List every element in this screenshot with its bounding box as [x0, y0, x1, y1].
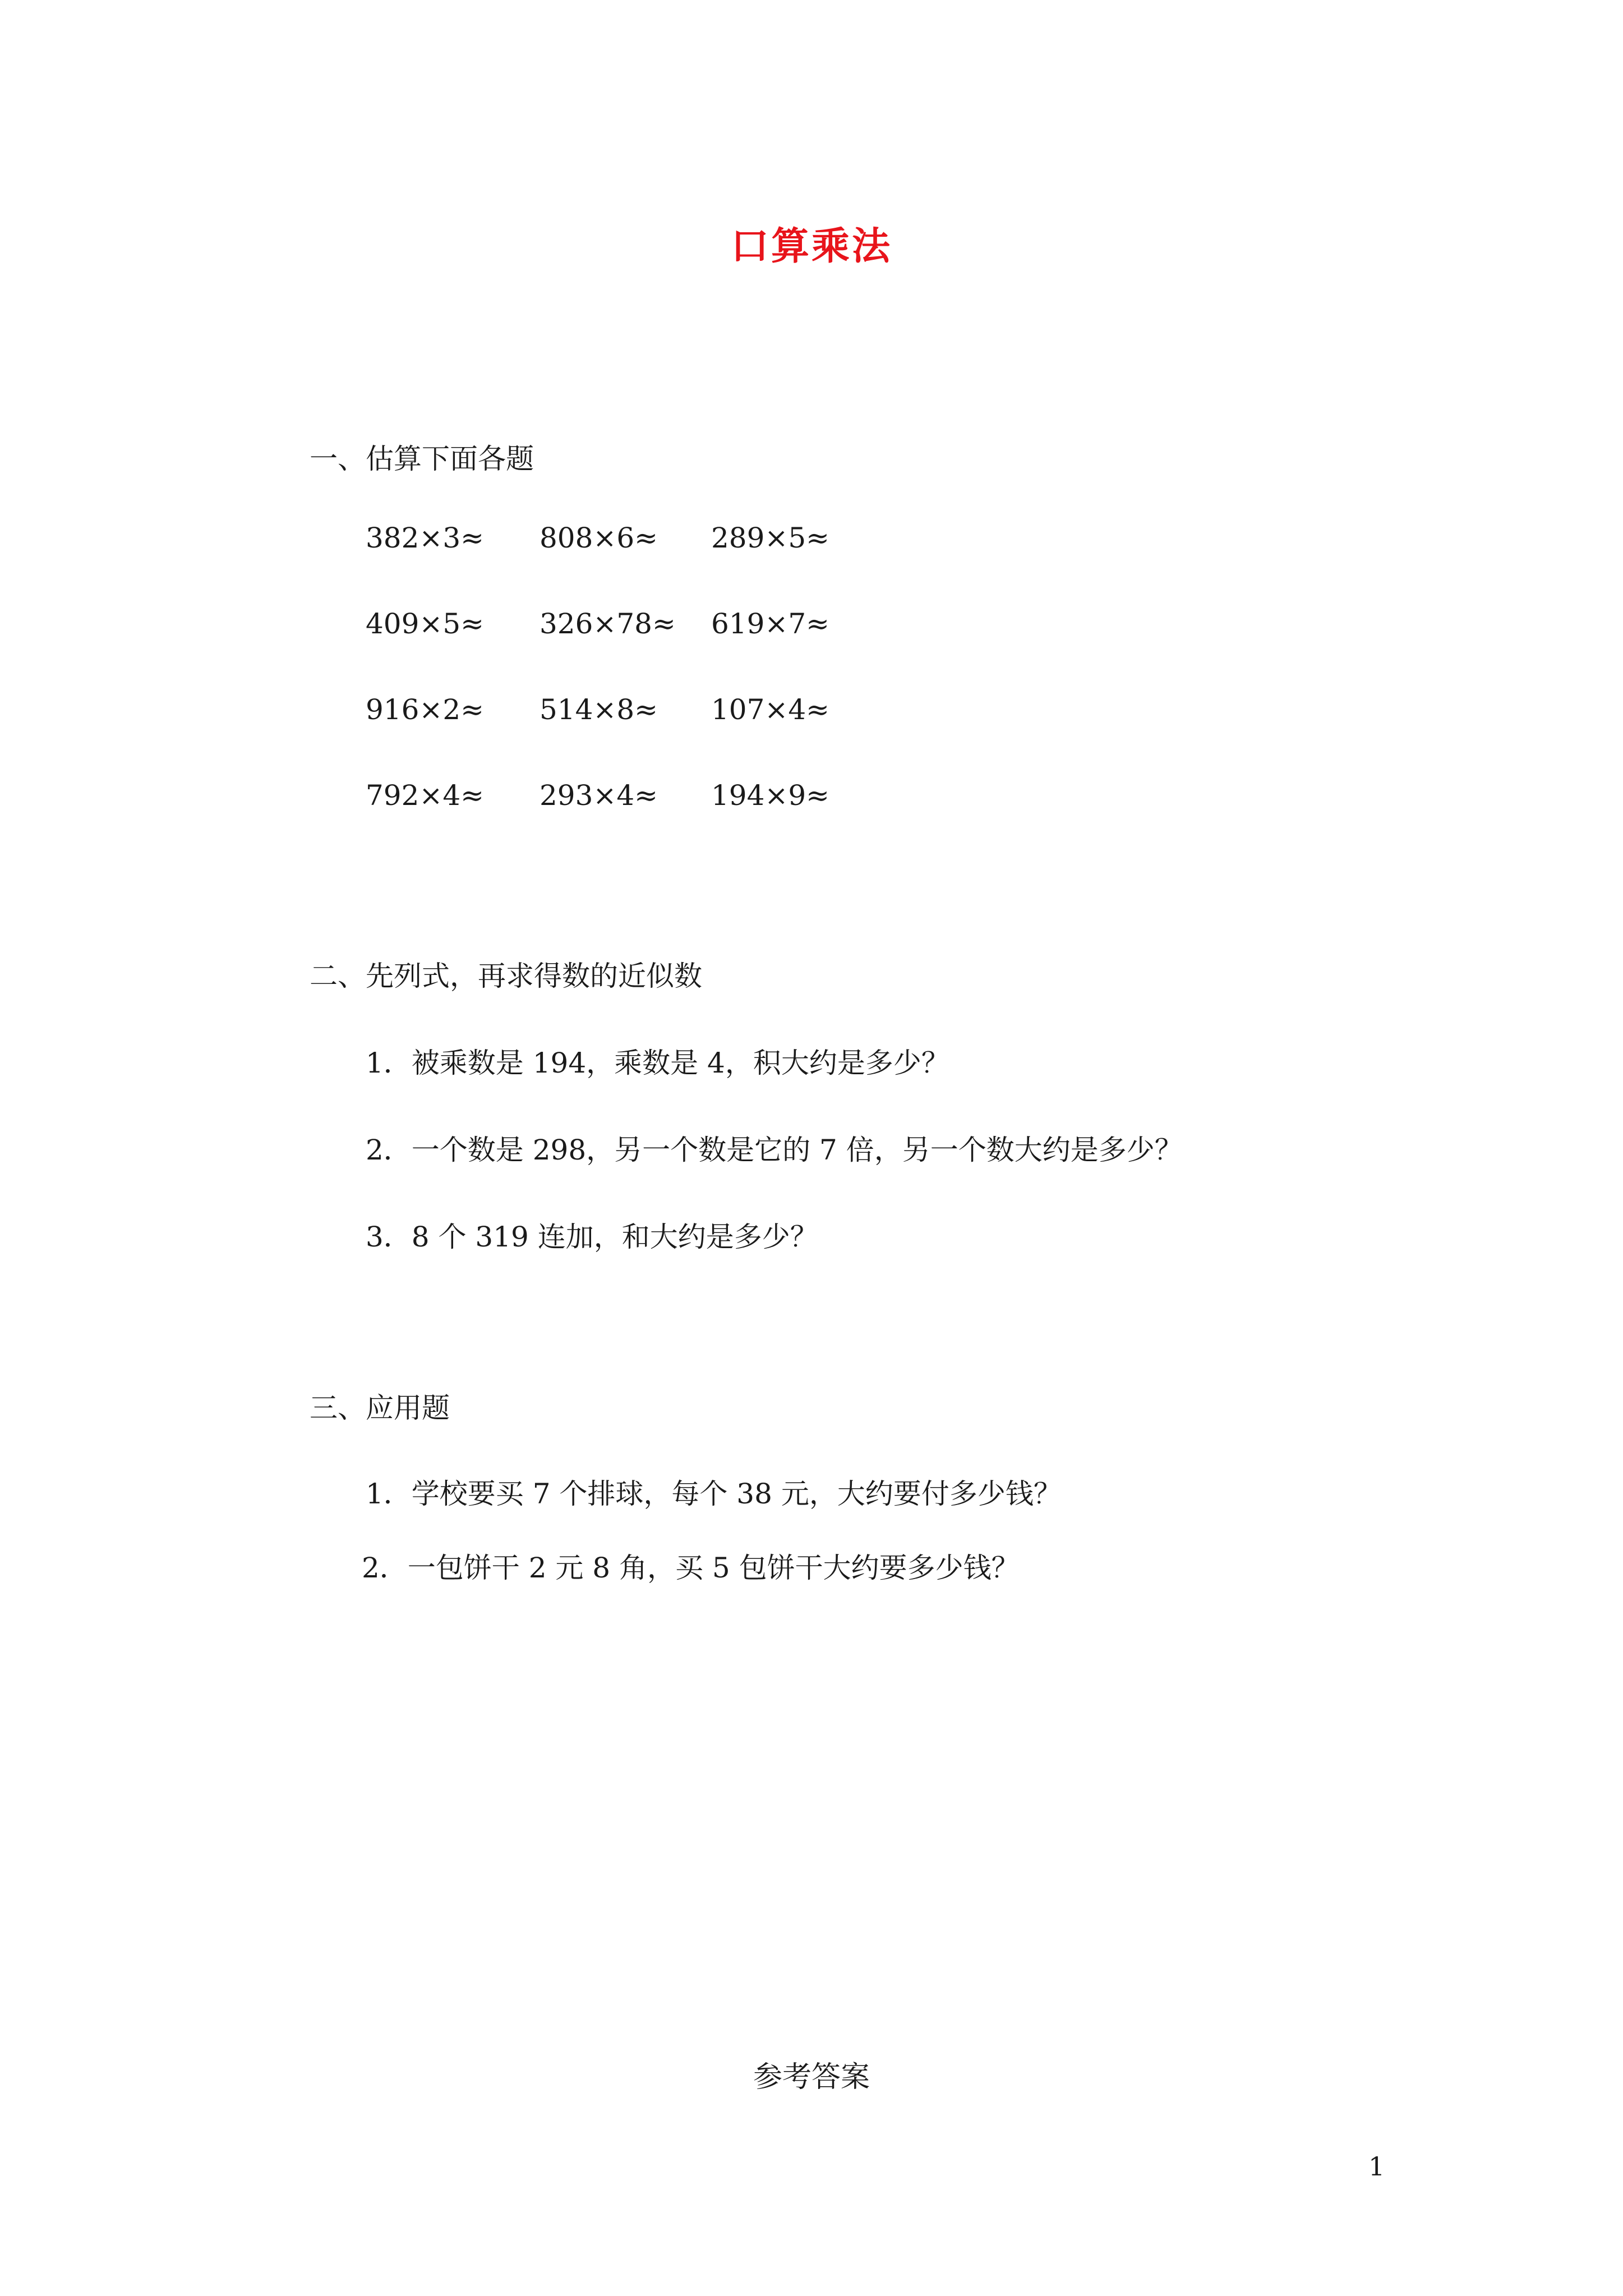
estimate-problem: 808×6≈ — [540, 522, 658, 554]
section-heading-estimate: 一、估算下面各题 — [310, 443, 534, 475]
estimate-problem: 409×5≈ — [366, 608, 485, 640]
estimate-problem: 916×2≈ — [366, 693, 485, 726]
estimate-problem: 792×4≈ — [366, 779, 485, 812]
section-heading-approximation: 二、先列式，再求得数的近似数 — [310, 960, 702, 992]
question-item: 1．被乘数是 194，乘数是 4，积大约是多少？ — [366, 1047, 949, 1079]
page-number: 1 — [1368, 2151, 1385, 2182]
question-item: 1．学校要买 7 个排球，每个 38 元，大约要付多少钱？ — [366, 1478, 1062, 1510]
estimate-problem: 293×4≈ — [540, 779, 658, 812]
section-heading-application: 三、应用题 — [310, 1392, 450, 1424]
estimate-problem: 326×78≈ — [540, 608, 676, 640]
page-title: 口算乘法 — [730, 224, 892, 269]
estimate-problem: 107×4≈ — [711, 693, 830, 726]
estimate-problem: 289×5≈ — [711, 522, 830, 554]
estimate-problem: 194×9≈ — [711, 779, 830, 812]
question-item: 2．一包饼干 2 元 8 角，买 5 包饼干大约要多少钱？ — [362, 1552, 1020, 1584]
estimate-problem: 514×8≈ — [540, 693, 658, 726]
question-item: 3．8 个 319 连加，和大约是多少？ — [366, 1221, 818, 1253]
question-item: 2．一个数是 298，另一个数是它的 7 倍，另一个数大约是多少？ — [366, 1134, 1183, 1166]
answer-heading: 参考答案 — [753, 2060, 870, 2094]
estimate-problem: 619×7≈ — [711, 608, 830, 640]
estimate-problem: 382×3≈ — [366, 522, 485, 554]
